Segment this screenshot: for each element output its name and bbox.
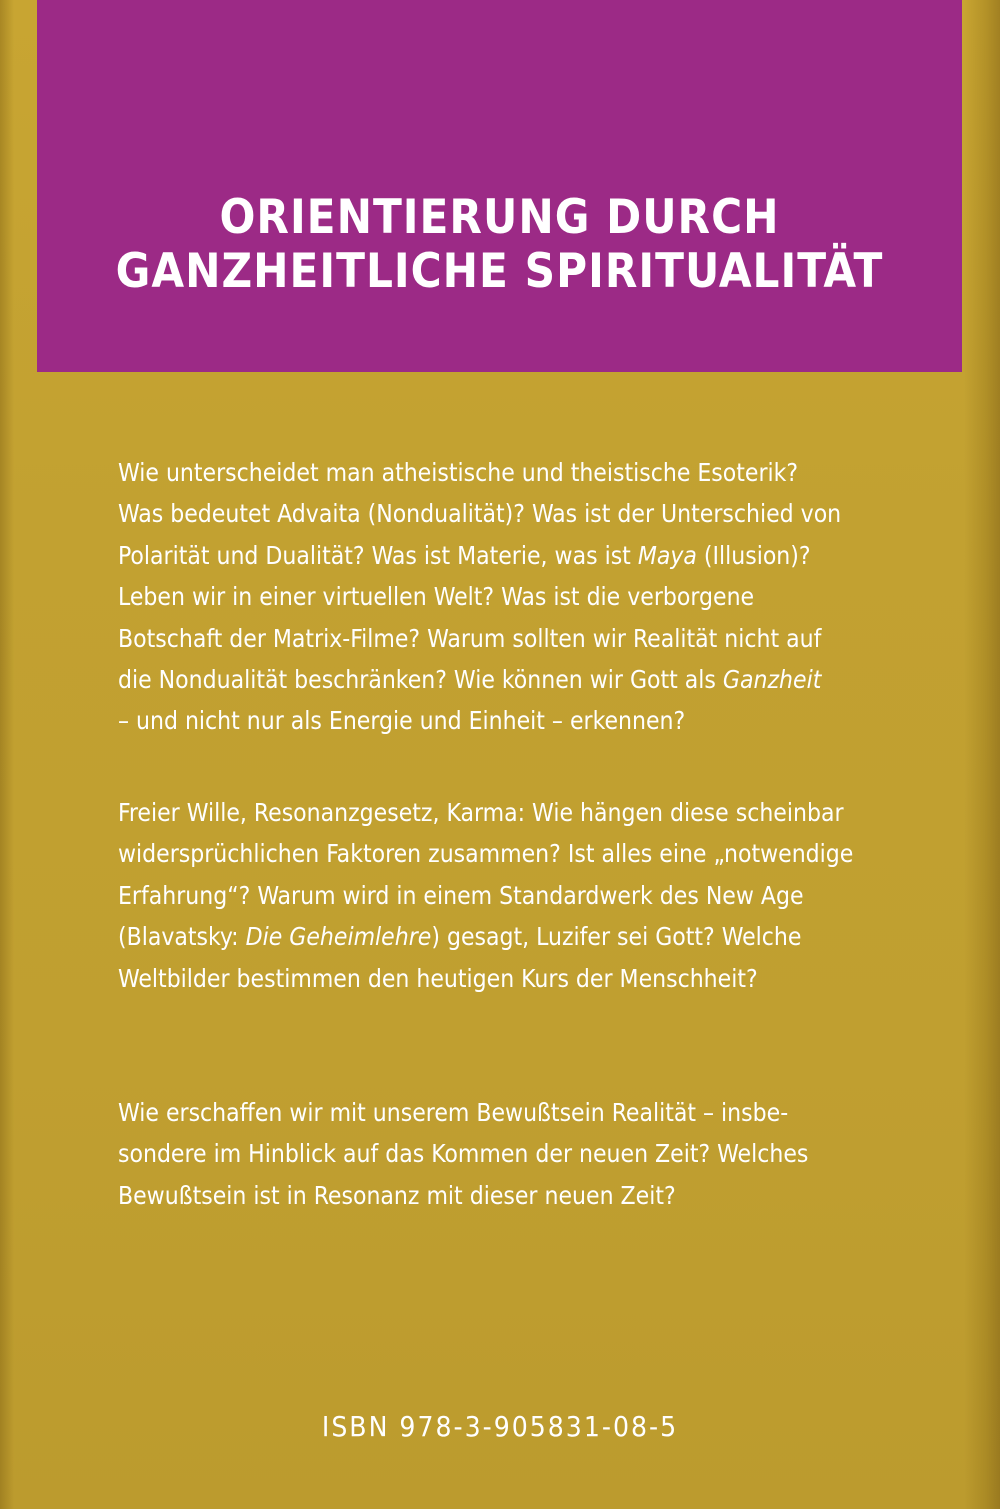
blurb-line: Erfahrung“? Warum wird in einem Standardwerk des New Age: [118, 880, 804, 910]
isbn-number: ISBN 978-3-905831-08-5: [321, 1410, 679, 1443]
cover-right-edge-shadow: [964, 0, 1000, 1509]
cover-left-edge-shadow: [0, 0, 14, 1509]
blurb-line: – und nicht nur als Energie und Einheit – erkennen?: [118, 706, 686, 736]
blurb-paragraph-2: [118, 792, 918, 999]
blurb-text: (Blavatsky:: [118, 922, 246, 952]
blurb-line: sondere im Hinblick auf das Kommen der neuen Zeit? Welches: [118, 1139, 809, 1169]
blurb-paragraph-3: [118, 1092, 918, 1216]
italic-book-title: Die Geheimlehre: [245, 922, 432, 952]
blurb-line: Botschaft der Matrix-Filme? Warum sollten wir Realität nicht auf: [118, 623, 822, 653]
blurb-text: ) gesagt, Luzifer sei Gott? Welche: [431, 922, 802, 952]
title-band: [37, 0, 962, 372]
blurb-text: (Illusion)?: [696, 540, 811, 570]
blurb-line: [118, 535, 918, 576]
blurb-text: Polarität und Dualität? Was ist Materie, was ist: [118, 540, 638, 570]
blurb-line: Wie erschaffen wir mit unserem Bewußtsein Realität – insbe-: [118, 1098, 789, 1127]
blurb-line: Freier Wille, Resonanzgesetz, Karma: Wie hängen diese scheinbar: [118, 798, 844, 827]
italic-term-maya: Maya: [637, 540, 697, 570]
title-line-1: ORIENTIERUNG DURCH: [219, 190, 780, 245]
blurb-line: Was bedeutet Advaita (Nondualität)? Was ist der Unterschied von: [118, 499, 842, 529]
blurb-line: Wie unterscheidet man atheistische und theistische Esoterik?: [118, 458, 799, 487]
blurb-line: [118, 659, 918, 700]
italic-term-ganzheit: Ganzheit: [722, 664, 822, 694]
blurb-line: Leben wir in einer virtuellen Welt? Was ist die verborgene: [118, 582, 755, 612]
blurb-text: die Nondualität beschränken? Wie können wir Gott als: [118, 664, 723, 694]
blurb-line: Bewußtsein ist in Resonanz mit dieser neuen Zeit?: [118, 1180, 676, 1210]
blurb-line: Weltbilder bestimmen den heutigen Kurs der Menschheit?: [118, 963, 758, 993]
blurb-paragraph-1: [118, 452, 918, 742]
blurb-line: [118, 916, 918, 957]
title-line-2: GANZHEITLICHE SPIRITUALITÄT: [115, 244, 884, 299]
blurb-line: widersprüchlichen Faktoren zusammen? Ist alles eine „notwendige: [118, 839, 854, 869]
